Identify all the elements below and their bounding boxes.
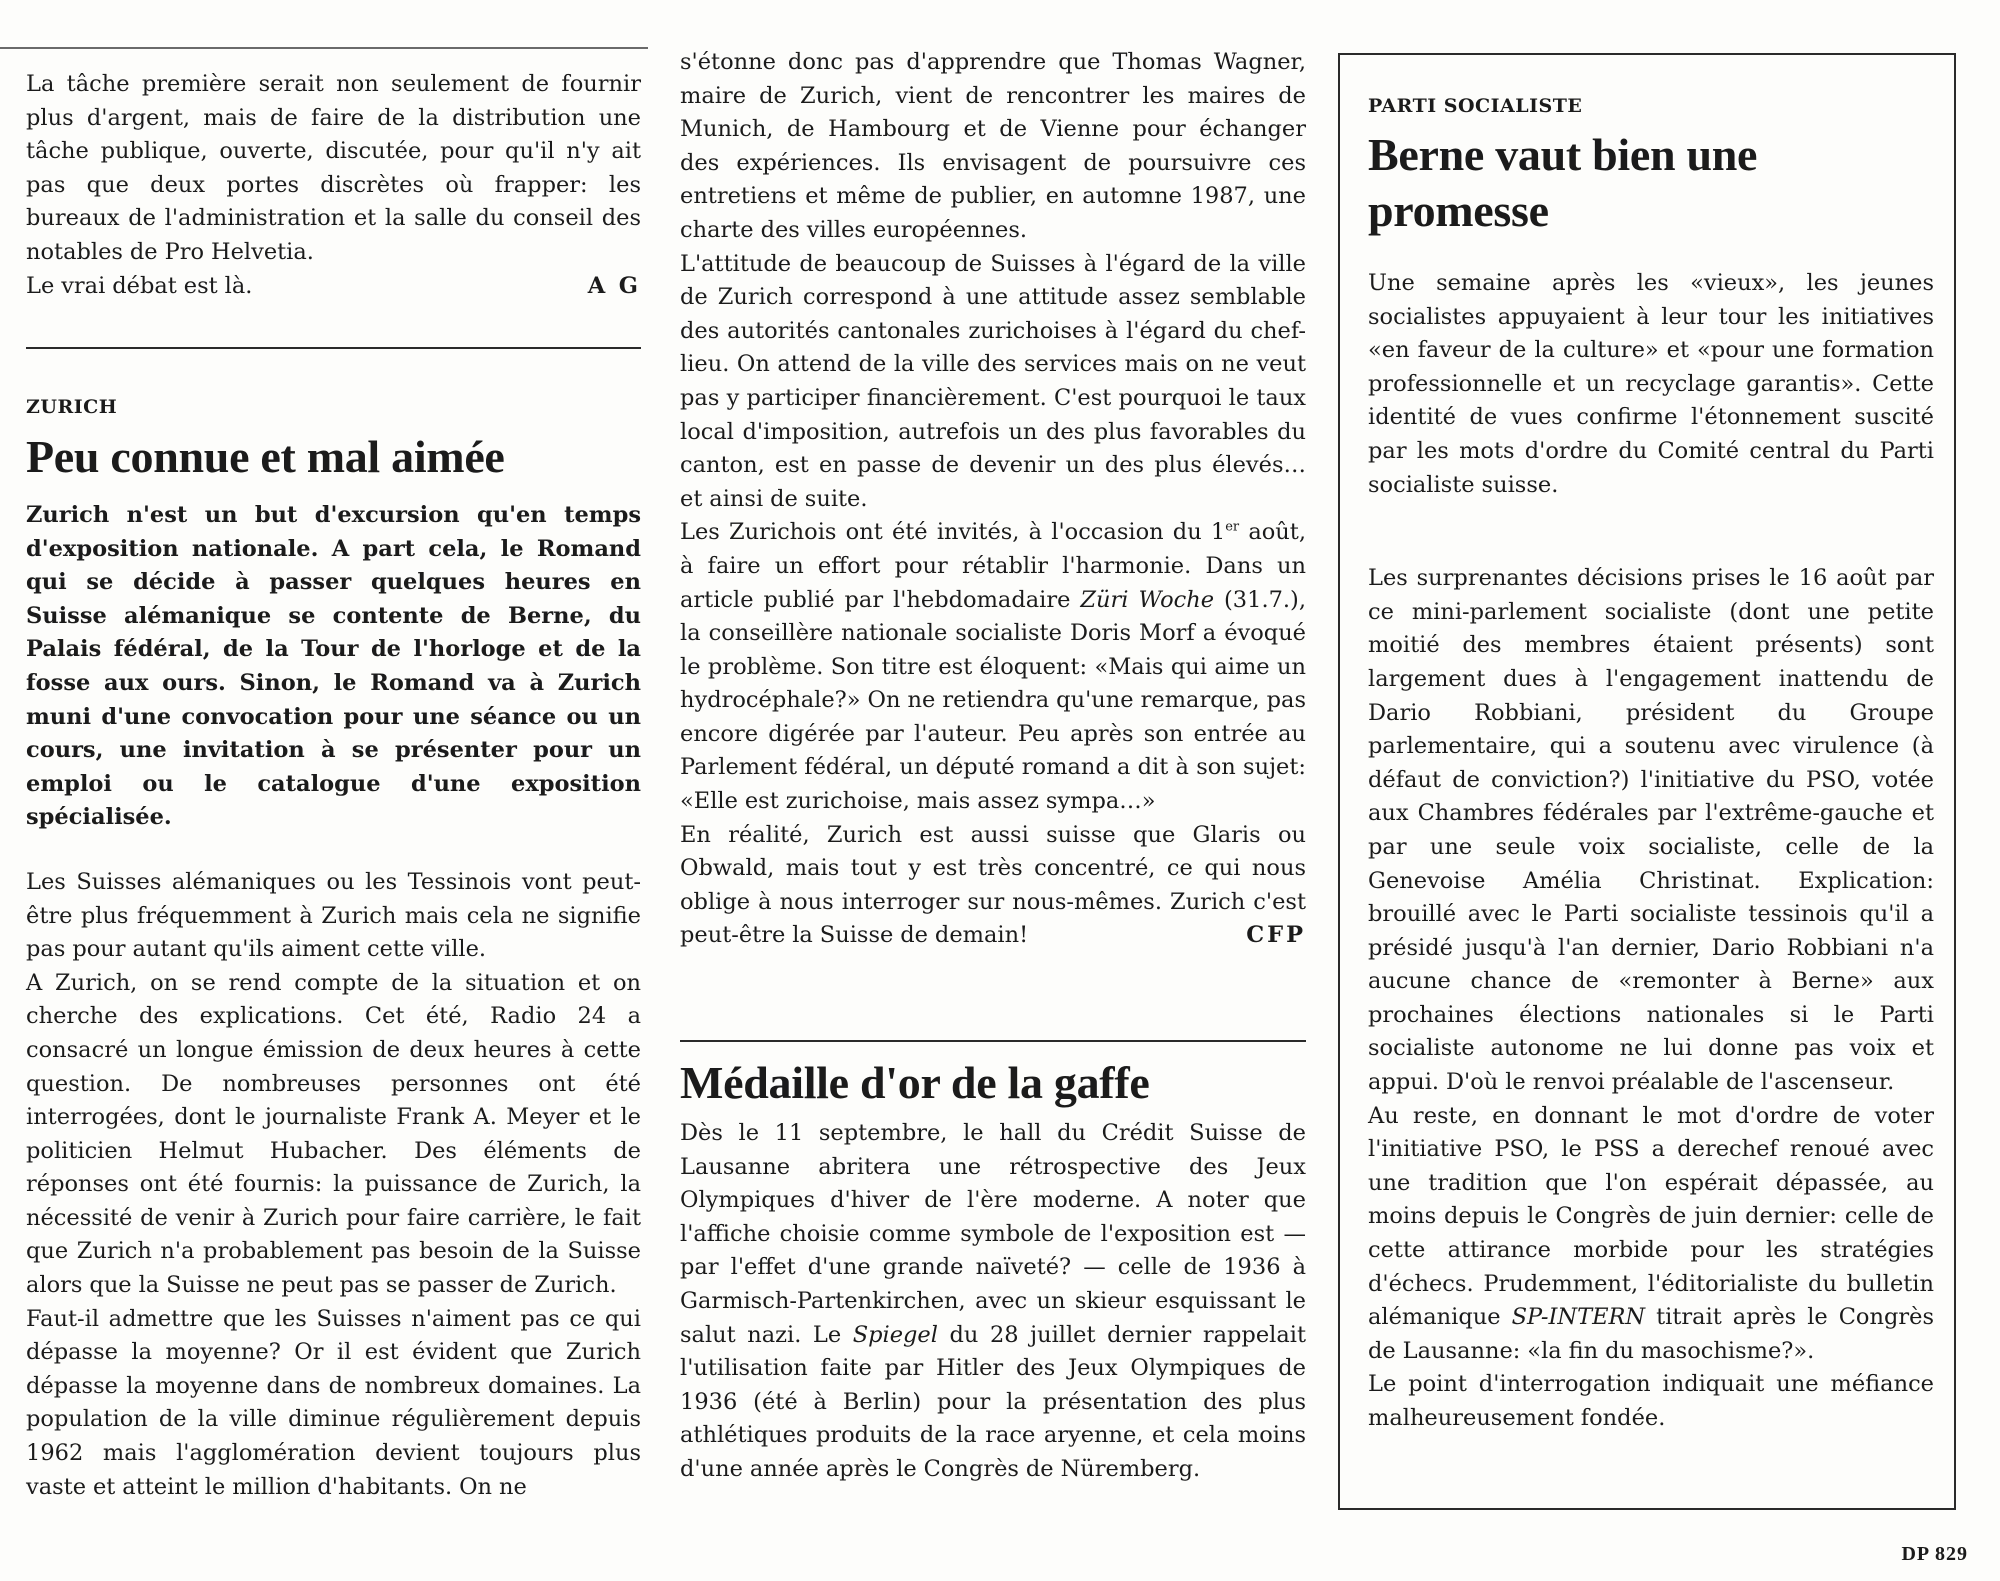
article-title: Peu connue et mal aimée <box>26 431 505 482</box>
article-paragraph: Les Zurichois ont été invités, à l'occasion du 1er août, à faire un effort pour rétablir l'harmonie. Dans un article publié par l'hebdomadaire Züri Woche (31.7.), la conseillère nationale socialiste Doris Morf a évoqué le problème. Son titre est éloquent: «Mais qui aime un hydrocéphale?» On ne retiendra qu'une remarque, pas encore digérée par l'auteur. Peu après son entrée au Parlement fédéral, un député romand a dit à son sujet: «Elle est zurichoise, mais assez sympa…» <box>680 519 1306 815</box>
article-paragraph: A Zurich, on se rend compte de la situation et on cherche des explications. Cet été, Radio 24 a consacré un longue émission de deux heures à cette question. De nombreuses personnes ont été interrogées, dont le journaliste Frank A. Meyer et le politicien Helmut Hubacher. Des éléments de réponses ont été fournis: la puissance de Zurich, la nécessité de venir à Zurich pour faire carrière, le fait que Zurich n'a probablement pas besoin de la Suisse alors que la Suisse ne peut pas se passer de Zurich. <box>26 969 641 1299</box>
article-paragraph: Une semaine après les «vieux», les jeunes socialistes appuyaient à leur tour les initiatives «en faveur de la culture» et «pour une formation professionnelle et un recyclage garantis». Cette identité de vues confirme l'étonnement suscité par les mots d'ordre du Comité central du Parti socialiste suisse. <box>1368 270 1934 498</box>
article-title: Médaille d'or de la gaffe <box>680 1057 1150 1108</box>
article-medaille <box>680 1055 1306 1487</box>
article-paragraph: L'attitude de beaucoup de Suisses à l'égard de la ville de Zurich correspond à une attitude assez semblable des autorités cantonales zurichoises à l'égard du chef-lieu. On attend de la ville des services mais on ne veut pas y participer financièrement. C'est pourquoi le taux local d'imposition, autrefois un des plus favorables du canton, est en passe de devenir un des plus élevés… et ainsi de suite. <box>680 250 1306 512</box>
article-lead: Zurich n'est un but d'excursion qu'en temps d'exposition nationale. A part cela, le Romand qui se décide à passer quelques heures en Suisse alémanique se contente de Berne, du Palais fédéral, de la Tour de l'horloge et de la fosse aux ours. Sinon, le Romand va à Zurich muni d'une convocation pour une séance ou un cours, une invitation à se présenter pour un emploi ou le catalogue d'une exposition spécialisée. <box>26 502 641 831</box>
article-title: Berne vaut bien une promesse <box>1368 129 1758 236</box>
intro-last-line: Le vrai débat est là. A G <box>26 270 641 304</box>
section-divider <box>26 347 641 349</box>
article-paragraph: Le point d'interrogation indiquait une méfiance malheureusement fondée. <box>1368 1371 1934 1431</box>
article-paragraph: Les surprenantes décisions prises le 16 août par ce mini-parlement socialiste (dont une petite moitié des membres étaient présents) sont largement dues à l'engagement inattendu de Dario Robbiani, président du Groupe parlementaire, qui a soutenu avec virulence (à défaut de conviction?) l'initiative du PSO, votée aux Chambres fédérales par l'extrême-gauche et par une seule voix socialiste, celle de la Genevoise Amélia Christinat. Explication: brouillé avec le Parti socialiste tessinois qu'il a présidé jusqu'à l'an dernier, Dario Robbiani n'a aucune chance de «remonter à Berne» aux prochaines élections nationales si le Parti socialiste autonome ne lui donne pas voix et appui. D'où le renvoi préalable de l'ascenseur. <box>1368 565 1934 1096</box>
article-kicker: ZURICH <box>26 396 118 418</box>
article-paragraph: Dès le 11 septembre, le hall du Crédit Suisse de Lausanne abritera une rétrospective des Jeux Olympiques d'hiver de l'ère moderne. A noter que l'affiche choisie comme symbole de l'exposition est — par l'effet d'une grande naïveté? — celle de 1936 à Garmisch-Partenkirchen, avec un skieur esquissant le salut nazi. Le Spiegel du 28 juillet dernier rappelait l'utilisation faite par Hitler des Jeux Olympiques de 1936 (été à Berlin) pour la présentation des plus athlétiques produits de la race aryenne, et cela moins d'une année après le Congrès de Nüremberg. <box>680 1120 1306 1482</box>
top-rule <box>0 47 648 49</box>
section-divider <box>680 1040 1306 1042</box>
boxed-article-parti-socialiste <box>1338 53 1956 1510</box>
signature-cfp: CFP <box>1246 922 1306 949</box>
article-paragraph: Les Suisses alémaniques ou les Tessinois vont peut-être plus fréquemment à Zurich mais cela ne signifie pas pour autant qu'ils aiment cette ville. <box>26 868 641 963</box>
article-zurich <box>26 396 641 1504</box>
article-paragraph: En réalité, Zurich est aussi suisse que Glaris ou Obwald, mais tout y est très concentré, ce qui nous oblige à nous interroger sur nous-mêmes. Zurich c'est peut-être la Suisse de demain! CFP <box>680 819 1306 953</box>
signature-ag: A G <box>587 272 641 299</box>
intro-paragraph: La tâche première serait non seulement de fournir plus d'argent, mais de faire de la distribution une tâche publique, ouverte, discutée, pour qu'il n'y ait pas que deux portes discrètes où frapper: les bureaux de l'administration et la salle du conseil des notables de Pro Helvetia. <box>26 71 641 265</box>
article-kicker: PARTI SOCIALISTE <box>1368 95 1583 117</box>
article-paragraph: s'étonne donc pas d'apprendre que Thomas Wagner, maire de Zurich, vient de rencontrer les maires de Munich, de Hambourg et de Vienne pour échanger des expériences. Ils envisagent de poursuivre ces entretiens et même de publier, en automne 1987, une charte des villes européennes. <box>680 49 1306 243</box>
page-number: DP 829 <box>1901 1543 1968 1565</box>
article-paragraph: Au reste, en donnant le mot d'ordre de voter l'initiative PSO, le PSS a derechef renoué avec une tradition que l'on espérait dépassée, au moins depuis le Congrès de juin dernier: celle de cette attirance morbide pour les stratégies d'échecs. Prudemment, l'éditorialiste du bulletin alémanique SP-INTERN titrait après le Congrès de Lausanne: «la fin du masochisme?». <box>1368 1102 1934 1364</box>
article-paragraph: Faut-il admettre que les Suisses n'aiment pas ce qui dépasse la moyenne? Or il est évident que Zurich dépasse la moyenne dans de nombreux domaines. La population de la ville diminue régulièrement depuis 1962 mais l'agglomération devient toujours plus vaste et atteint le million d'habitants. On ne <box>26 1305 641 1500</box>
